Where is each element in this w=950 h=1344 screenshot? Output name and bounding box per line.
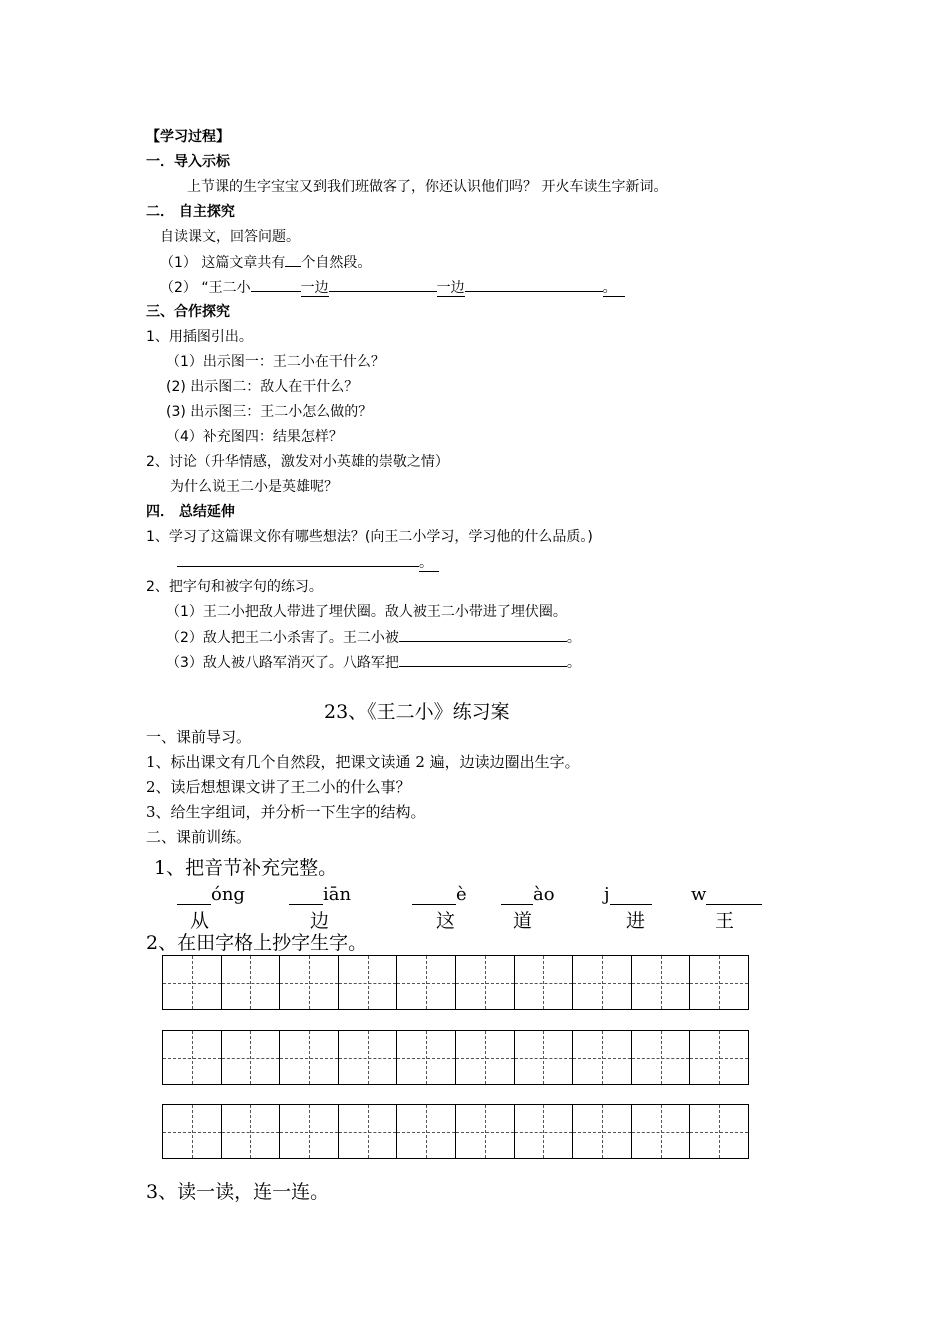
section-4-item-2: 2、把字句和被字句的练习。 (146, 579, 323, 595)
tianzige-cell[interactable] (632, 1105, 691, 1158)
answer-blank[interactable] (285, 252, 301, 267)
question-1: 1、把音节补充完整。 (154, 857, 338, 879)
tianzige-cell[interactable] (690, 1031, 748, 1084)
question-3: 3、读一读，连一连。 (146, 1181, 330, 1203)
section-4-item-2b (166, 627, 581, 648)
section-3-item-1c: (3) 出示图三：王二小怎么做的？ (166, 404, 373, 420)
tianzige-cell[interactable] (397, 1105, 456, 1158)
tianzige-cell[interactable] (515, 956, 574, 1009)
tianzige-cell[interactable] (339, 1105, 397, 1158)
pinyin-blank[interactable] (610, 886, 652, 905)
tianzige-cell[interactable] (222, 1031, 280, 1084)
section-3-item-1b: (2) 出示图二：敌人在干什么？ (166, 379, 359, 395)
pinyin-item: j (604, 884, 652, 905)
pinyin-item: óng (177, 884, 245, 905)
character: 边 (310, 910, 330, 932)
tianzige-cell[interactable] (397, 956, 456, 1009)
tianzige-cell[interactable] (515, 1031, 574, 1084)
pinyin-blank[interactable] (501, 886, 533, 905)
tianzige-row (162, 1030, 749, 1085)
tianzige-row (162, 955, 749, 1010)
process-heading: 【学习过程】 (146, 129, 230, 145)
answer-blank[interactable] (251, 277, 301, 292)
tianzige-cell[interactable] (632, 1031, 691, 1084)
q2-part-c: 一边 (436, 280, 465, 296)
pinyin-blank[interactable] (289, 886, 323, 905)
answer-blank[interactable] (465, 277, 603, 292)
section-1-title: 一．导入示标 (146, 154, 230, 170)
section-2-question-2 (160, 277, 625, 298)
section-4-title: 四． 总结延伸 (146, 504, 235, 520)
section-4-item-2a: （1）王二小把敌人带进了埋伏圈。敌人被王二小带进了埋伏圈。 (166, 604, 567, 620)
character: 道 (513, 910, 533, 932)
item-2c-text: （3）敌人被八路军消灭了。八路军把 (166, 655, 399, 671)
tianzige-cell[interactable] (280, 956, 339, 1009)
tianzige-cell[interactable] (163, 1105, 222, 1158)
practice-item-1: 1、标出课文有几个自然段，把课文读通 2 遍，边读边圈出生字。 (146, 753, 580, 771)
section-3-title: 三、合作探究 (146, 304, 230, 320)
section-2-question-1 (160, 252, 371, 273)
tianzige-cell[interactable] (573, 956, 631, 1009)
tianzige-cell[interactable] (632, 956, 691, 1009)
character: 这 (436, 910, 456, 932)
tianzige-cell[interactable] (280, 1031, 339, 1084)
tianzige-cell[interactable] (515, 1105, 574, 1158)
tianzige-cell[interactable] (456, 1031, 514, 1084)
tianzige-cell[interactable] (280, 1105, 339, 1158)
character: 王 (715, 910, 735, 932)
tianzige-cell[interactable] (222, 956, 280, 1009)
tianzige-cell[interactable] (573, 1031, 631, 1084)
section-1-text: 上节课的生字宝宝又到我们班做客了，你还认识他们吗？ 开火车读生字新词。 (187, 179, 668, 195)
q1-suffix: 个自然段。 (301, 255, 372, 271)
tianzige-cell[interactable] (397, 1031, 456, 1084)
pinyin-item: è (412, 884, 467, 905)
question-2: 2、在田字格上抄字生字。 (146, 932, 368, 954)
pinyin-blank[interactable] (412, 886, 456, 905)
section-4-item-2c (166, 652, 581, 673)
section-3-item-1d: （4）补充图四：结果怎样？ (166, 429, 343, 445)
practice-item-2: 2、读后想想课文讲了王二小的什么事？ (146, 778, 411, 796)
practice-title: 23、《王二小》练习案 (324, 701, 510, 723)
character: 从 (190, 910, 210, 932)
section-3-item-2: 2、讨论（升华情感，激发对小英雄的崇敬之情） (146, 454, 449, 470)
q2-prefix: （2） “王二小 (160, 280, 251, 296)
pinyin-blank[interactable] (706, 886, 762, 905)
tianzige-cell[interactable] (339, 956, 397, 1009)
answer-blank[interactable] (177, 552, 419, 567)
q2-part-b: 一边 (300, 280, 329, 296)
answer-blank[interactable] (329, 277, 437, 292)
pinyin-blank[interactable] (177, 886, 211, 905)
section-4-item-1: 1、学习了这篇课文你有哪些想法？(向王二小学习，学习他的什么品质。) (146, 529, 593, 545)
pinyin-item: iān (289, 884, 351, 905)
tianzige-cell[interactable] (339, 1031, 397, 1084)
character: 进 (626, 910, 646, 932)
section-4-item-1-answer (177, 552, 439, 573)
answer-blank[interactable] (399, 627, 567, 642)
answer-end: 。 (419, 555, 439, 572)
section-3-item-1: 1、用插图引出。 (146, 329, 253, 345)
answer-blank[interactable] (399, 652, 567, 667)
tianzige-cell[interactable] (163, 1031, 222, 1084)
pinyin-item: w (691, 884, 762, 905)
q2-end: 。 (603, 280, 625, 297)
section-2-intro: 自读课文，回答问题。 (160, 229, 300, 245)
item-2c-end: 。 (566, 655, 581, 671)
practice-item-3: 3、给生字组词，并分析一下生字的结构。 (146, 803, 426, 821)
section-3-item-1a: （1）出示图一：王二小在干什么？ (166, 354, 385, 370)
tianzige-cell[interactable] (690, 956, 748, 1009)
section-3-item-2a: 为什么说王二小是英雄呢？ (170, 479, 338, 495)
tianzige-cell[interactable] (222, 1105, 280, 1158)
q1-prefix: （1） 这篇文章共有 (160, 255, 286, 271)
practice-part-2: 二、课前训练。 (146, 828, 252, 846)
item-2b-text: （2）敌人把王二小杀害了。王二小被 (166, 630, 399, 646)
tianzige-cell[interactable] (163, 956, 222, 1009)
tianzige-cell[interactable] (456, 1105, 514, 1158)
tianzige-cell[interactable] (456, 956, 514, 1009)
tianzige-cell[interactable] (690, 1105, 748, 1158)
practice-part-1: 一、课前导习。 (146, 728, 252, 746)
tianzige-cell[interactable] (573, 1105, 631, 1158)
tianzige-row (162, 1104, 749, 1159)
section-2-title: 二． 自主探究 (146, 204, 235, 220)
item-2b-end: 。 (566, 630, 581, 646)
pinyin-item: ào (501, 884, 555, 905)
